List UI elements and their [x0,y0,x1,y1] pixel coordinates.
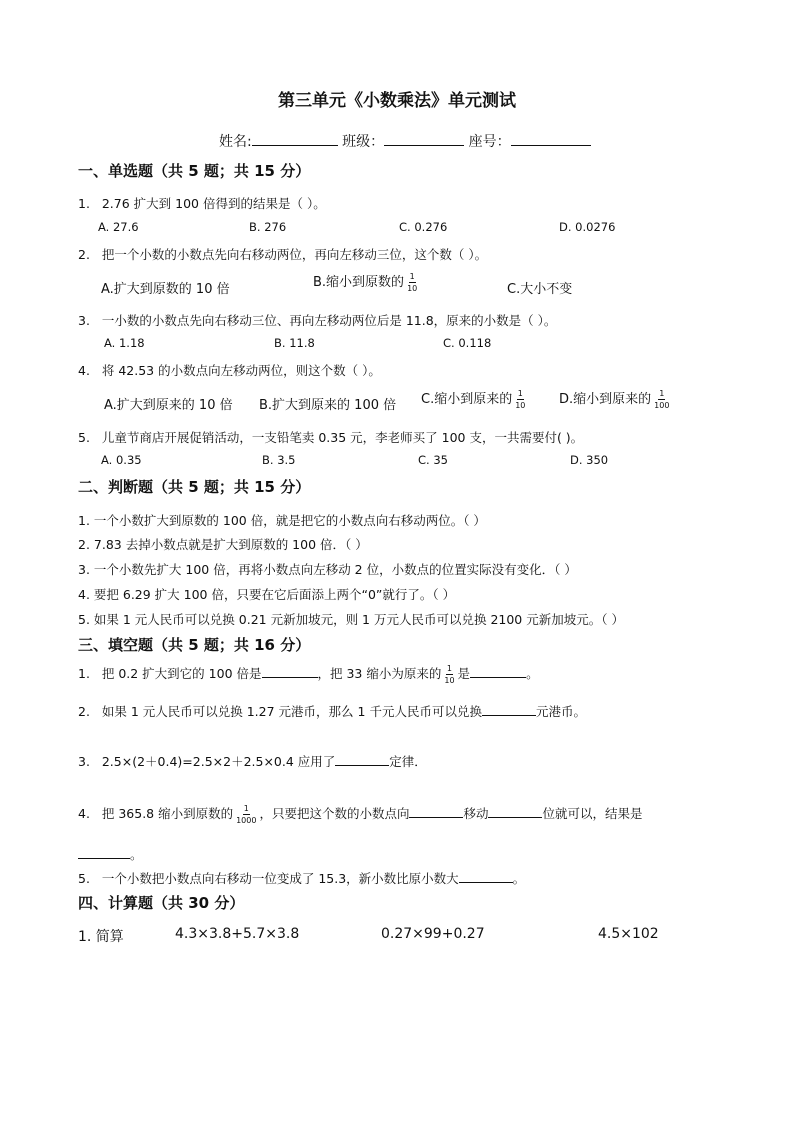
mc-4-option-b[interactable]: B.扩大到原来的 100 倍 [259,398,397,413]
option-text: B.缩小到原数的 [313,275,405,290]
mc-2-option-b[interactable] [313,271,420,293]
tf-question-3: 3. 一个小数先扩大 100 倍，再将小数点向左移动 2 位，小数点的位置实际没有变化．（ ） [78,562,577,577]
fraction-denominator: 10 [407,284,418,293]
fill-question-5 [78,869,525,887]
question-text: ，把 33 缩小为原来的 [317,666,442,681]
question-text: 将 42.53 的小数点向左移动两位，则这个数（ ）。 [101,363,381,378]
class-blank[interactable] [384,145,464,146]
answer-blank[interactable] [482,715,536,716]
mc-5-option-d[interactable]: D. 350 [570,453,609,467]
fraction-numerator: 1 [517,389,523,398]
question-text: 位就可以，结果是 [542,806,643,821]
name-blank[interactable] [252,145,338,146]
calc-item-3: 4.5×102 [598,926,659,942]
mc-question-5 [78,428,583,446]
question-text: 把一个小数的小数点先向右移动两位，再向左移动三位，这个数（ ）。 [101,247,488,262]
question-number: 2. [78,704,90,719]
calc-label: 1. 简算 [78,929,124,945]
mc-4-option-a[interactable]: A.扩大到原来的 10 倍 [104,398,233,413]
mc-3-option-b[interactable]: B. 11.8 [274,336,315,350]
mc-3-option-c[interactable]: C. 0.118 [443,336,492,350]
mc-3-option-a[interactable]: A. 1.18 [104,336,145,350]
fraction [654,389,669,410]
page-title: 第三单元《小数乘法》单元测试 [278,91,516,111]
question-number: 1. [78,196,90,211]
fill-question-2 [78,702,586,720]
mc-5-option-a[interactable]: A. 0.35 [101,453,142,467]
fill-question-4-continued [78,845,143,863]
tf-question-4: 4. 要把 6.29 扩大 100 倍，只要在它后面添上两个“0”就行了。（ ） [78,587,456,602]
section-heading-tf: 二、判断题（共 5 题；共 15 分） [78,478,311,496]
question-text: 一个小数把小数点向右移动一位变成了 15.3，新小数比原小数大 [101,871,459,886]
mc-5-option-c[interactable]: C. 35 [418,453,448,467]
answer-blank[interactable] [488,817,542,818]
mc-4-option-d[interactable] [559,388,672,410]
fraction-denominator: 100 [654,401,670,410]
fraction [236,804,256,825]
seat-label: 座号： [468,134,511,150]
question-text: 定律． [389,754,427,769]
section-heading-fill: 三、填空题（共 5 题；共 16 分） [78,636,311,654]
question-number: 2. [78,247,90,262]
mc-2-option-c[interactable]: C.大小不变 [507,282,573,297]
tf-question-2: 2. 7.83 去掉小数点就是扩大到原数的 100 倍．（ ） [78,537,368,552]
mc-question-4 [78,361,381,379]
option-text: C.缩小到原来的 [421,392,513,407]
question-text: 如果 1 元人民币可以兑换 1.27 元港币，那么 1 千元人民币可以兑换 [101,704,482,719]
question-text: ，只要把这个数的小数点向 [259,806,410,821]
fraction [444,664,454,685]
mc-question-1 [78,194,326,212]
fraction-denominator: 10 [515,401,526,410]
question-text: 是 [457,666,471,681]
question-number: 4. [78,363,90,378]
question-text: 一小数的小数点先向右移动三位、再向左移动两位后是 11.8，原来的小数是（ ）。 [101,313,557,328]
answer-blank[interactable] [78,858,130,859]
fraction-numerator: 1 [659,389,665,398]
fill-question-1 [78,664,539,685]
question-text: 元港币。 [535,704,586,719]
fraction-denominator: 10 [444,676,455,685]
question-text: 2.76 扩大到 100 倍得到的结果是（ ）。 [101,196,326,211]
fill-question-3 [78,752,427,770]
question-number: 5. [78,430,90,445]
question-number: 5. [78,871,90,886]
fraction-numerator: 1 [243,804,249,813]
question-text: 。 [130,847,143,862]
answer-blank[interactable] [262,677,318,678]
option-text: D.缩小到原来的 [559,392,652,407]
question-number: 3. [78,313,90,328]
seat-blank[interactable] [511,145,591,146]
question-text: 。 [526,666,539,681]
tf-question-1: 1. 一个小数扩大到原数的 100 倍，就是把它的小数点向右移动两位。（ ） [78,513,486,528]
mc-question-3 [78,311,556,329]
mc-4-option-c[interactable] [421,388,528,410]
section-heading-calc: 四、计算题（共 30 分） [78,894,245,912]
answer-blank[interactable] [470,677,526,678]
class-label: 班级： [342,134,385,150]
question-number: 3. [78,754,90,769]
question-text: 移动 [463,806,489,821]
question-text: 儿童节商店开展促销活动，一支铅笔卖 0.35 元，李老师买了 100 支，一共需要付( )。 [101,430,584,445]
mc-1-option-d[interactable]: D. 0.0276 [559,220,616,234]
question-number: 4. [78,806,90,821]
question-text: 。 [512,871,526,886]
fraction-denominator: 1000 [236,816,257,825]
mc-1-option-a[interactable]: A. 27.6 [98,220,139,234]
fraction [515,389,525,410]
answer-blank[interactable] [409,817,463,818]
mc-2-option-a[interactable]: A.扩大到原数的 10 倍 [101,282,230,297]
fraction-numerator: 1 [446,664,452,673]
mc-5-option-b[interactable]: B. 3.5 [262,453,296,467]
tf-question-5: 5. 如果 1 元人民币可以兑换 0.21 元新加坡元，则 1 万元人民币可以兑换 2100 元新加坡元。（ ） [78,612,624,627]
question-text: 把 0.2 扩大到它的 100 倍是 [101,666,262,681]
question-text: 2.5×(2＋0.4)=2.5×2＋2.5×0.4 应用了 [101,754,336,769]
calc-item-1: 4.3×3.8+5.7×3.8 [175,926,300,942]
fraction [407,272,417,293]
mc-question-2 [78,245,487,263]
name-label: 姓名: [219,134,252,150]
mc-1-option-c[interactable]: C. 0.276 [399,220,448,234]
mc-1-option-b[interactable]: B. 276 [249,220,287,234]
fraction-numerator: 1 [409,272,415,281]
student-info [219,131,591,151]
fill-question-4 [78,804,643,825]
answer-blank[interactable] [459,882,513,883]
section-heading-mc: 一、单选题（共 5 题；共 15 分） [78,162,311,180]
question-text: 把 365.8 缩小到原数的 [101,806,234,821]
calc-item-2: 0.27×99+0.27 [381,926,485,942]
answer-blank[interactable] [335,765,389,766]
question-number: 1. [78,666,90,681]
